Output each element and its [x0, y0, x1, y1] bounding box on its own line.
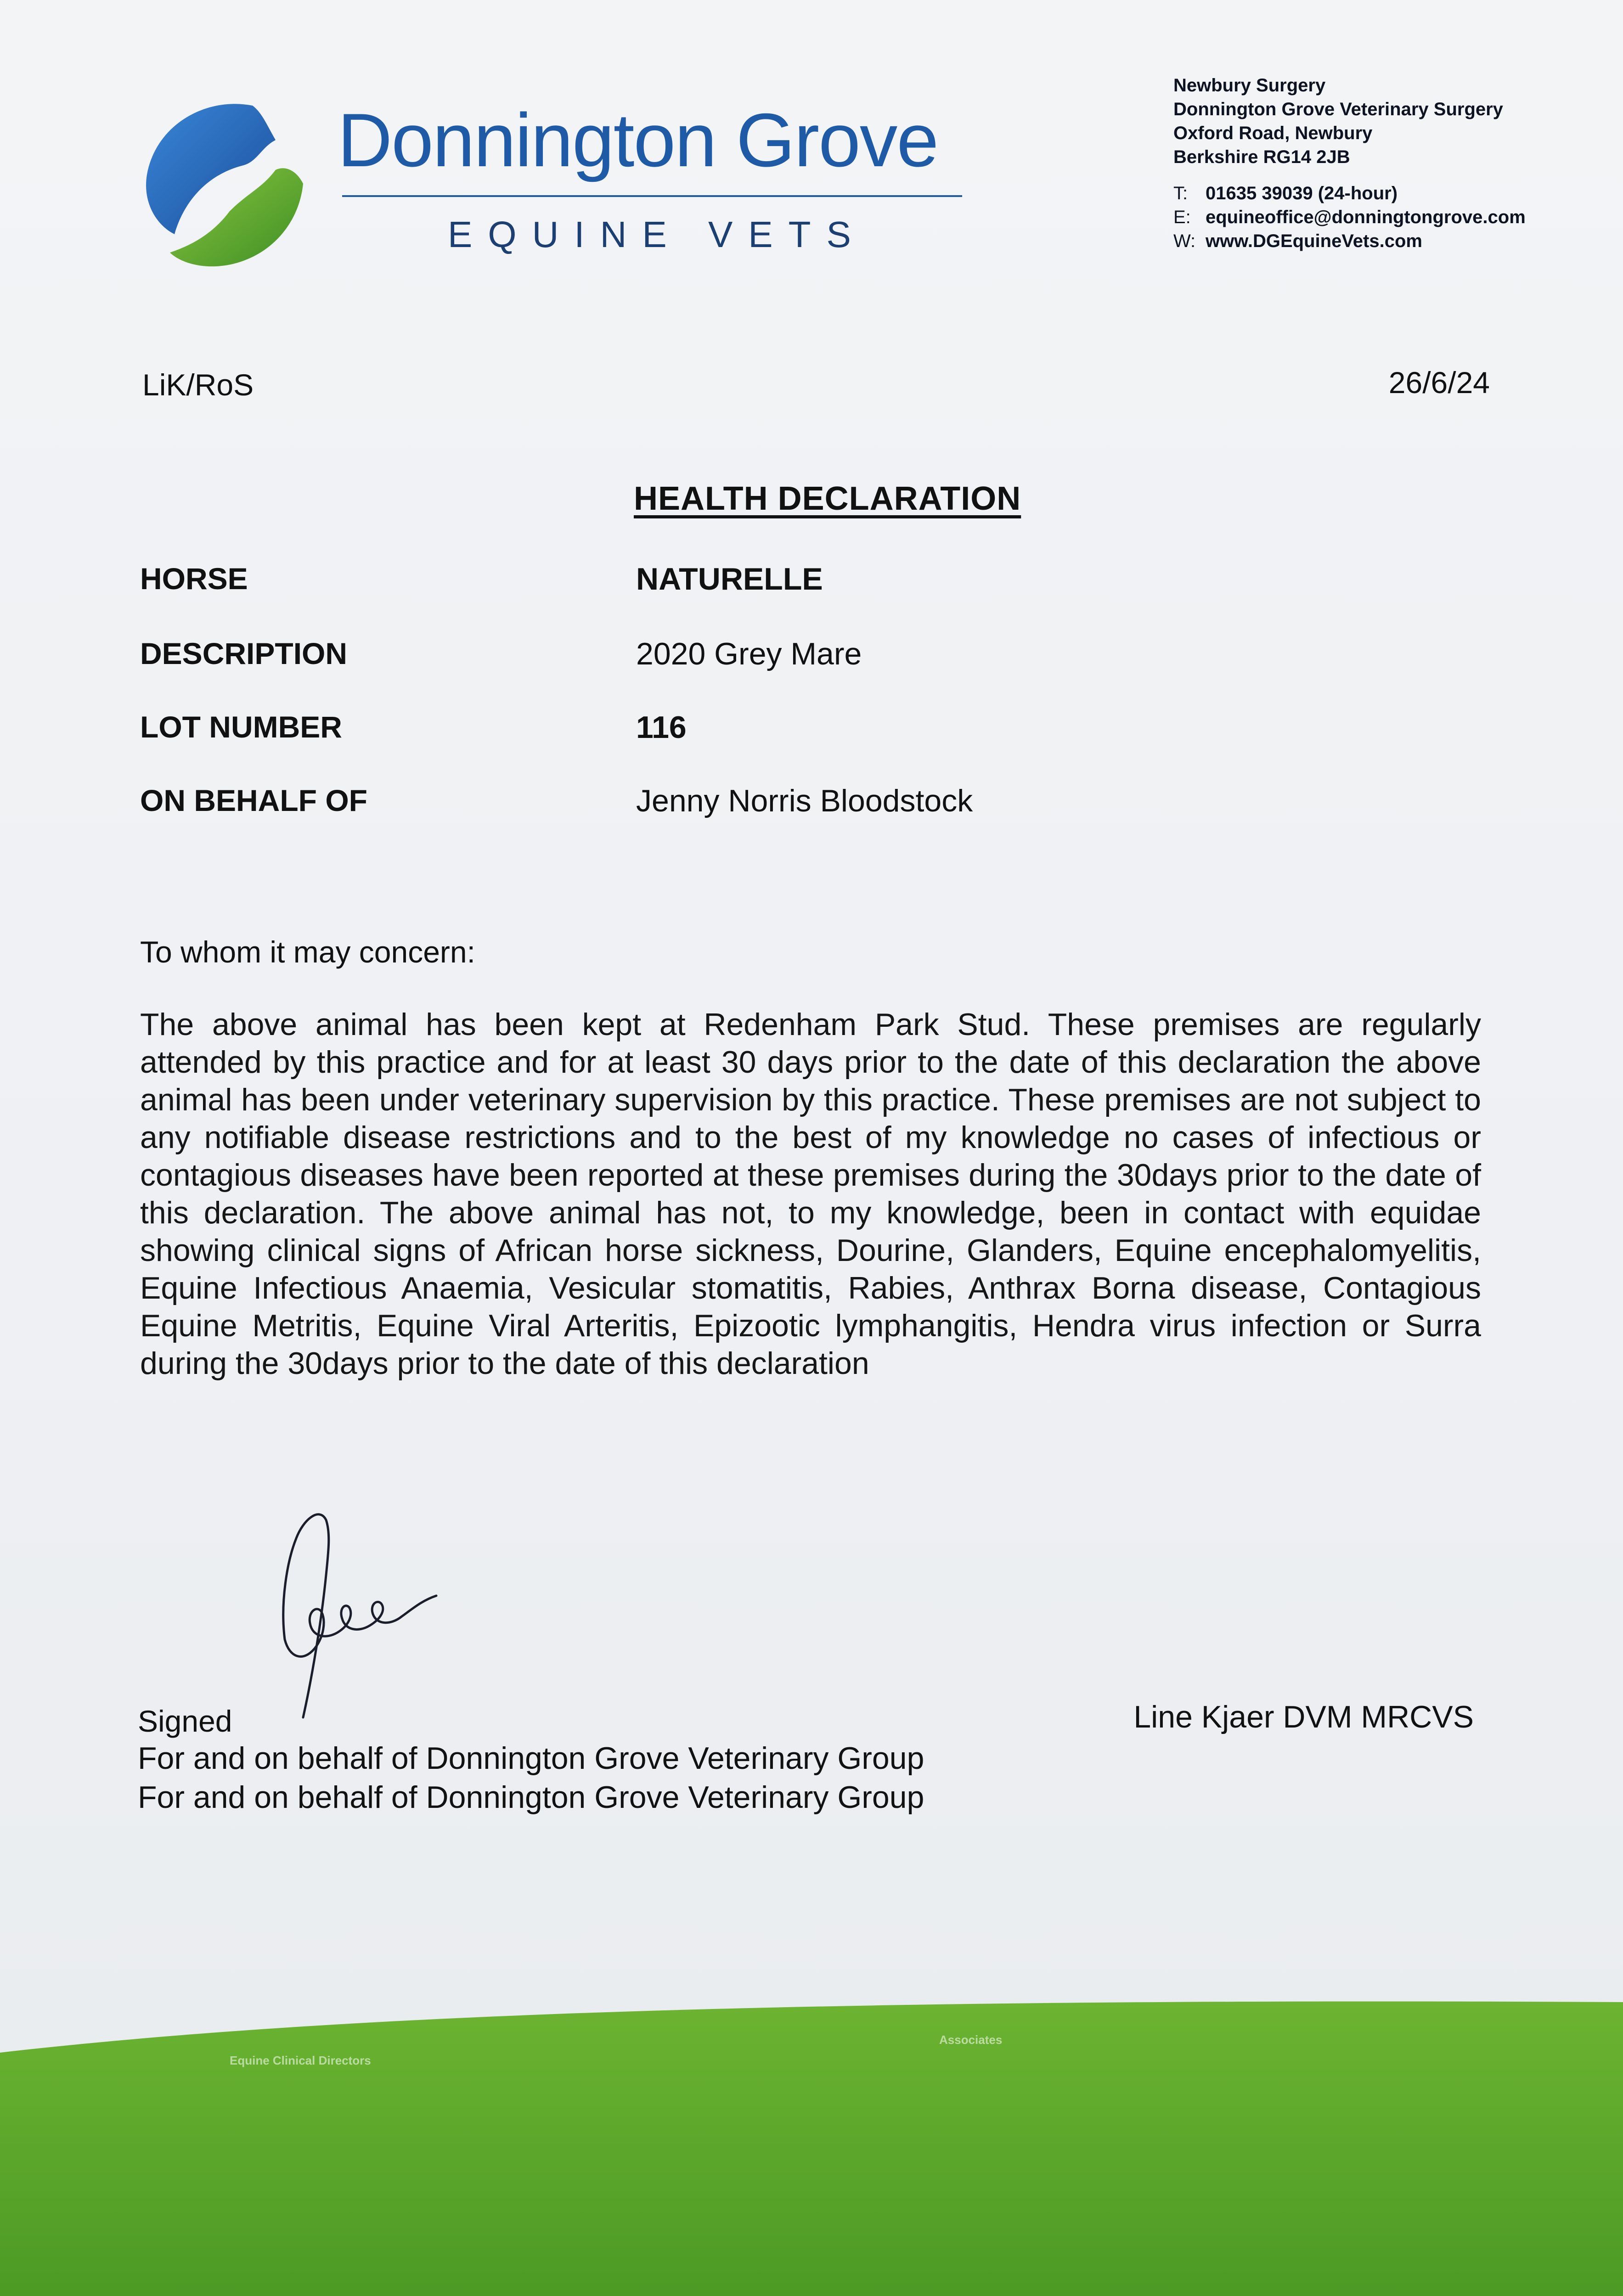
contact-phone: [1173, 181, 1526, 205]
email-address: equineoffice@donningtongrove.com: [1206, 207, 1526, 227]
logo-icon: [138, 96, 312, 271]
contact-key: W:: [1173, 231, 1196, 251]
address-line: Donnington Grove Veterinary Surgery: [1173, 99, 1503, 119]
footer-directors: [230, 2053, 371, 2071]
contact-key: T:: [1173, 183, 1188, 203]
behalf-line: For and on behalf of Donnington Grove Veterinary Group: [138, 1780, 924, 1815]
signer-name: Line Kjaer DVM MRCVS: [1133, 1699, 1474, 1734]
footer-band: [0, 1988, 1623, 2296]
contact-email: [1173, 205, 1526, 229]
field-value: 116: [636, 710, 687, 745]
field-label: LOT NUMBER: [140, 710, 342, 744]
field-description: [140, 636, 1472, 677]
field-label: HORSE: [140, 562, 248, 596]
contact-website: [1173, 229, 1526, 253]
footer-associates: [939, 2032, 1002, 2050]
contact-key: E:: [1173, 207, 1191, 227]
field-horse: [140, 561, 1472, 602]
field-value: Jenny Norris Bloodstock: [636, 783, 973, 818]
brand-tagline: EQUINE VETS: [448, 214, 867, 255]
field-value: NATURELLE: [636, 562, 823, 597]
field-lot-number: [140, 709, 1472, 751]
salutation: To whom it may concern:: [140, 935, 475, 969]
footer-heading: Equine Clinical Directors: [230, 2054, 371, 2067]
document-date: 26/6/24: [1388, 366, 1490, 400]
document-title: HEALTH DECLARATION: [634, 480, 1021, 517]
behalf-line: For and on behalf of Donnington Grove Veterinary Group: [138, 1741, 924, 1776]
brand-divider: [342, 195, 962, 197]
address-line: Oxford Road, Newbury: [1173, 123, 1373, 143]
phone-number: 01635 39039 (24-hour): [1206, 183, 1398, 203]
address-line: Berkshire RG14 2JB: [1173, 147, 1350, 167]
field-label: ON BEHALF OF: [140, 783, 367, 817]
field-value: 2020 Grey Mare: [636, 636, 862, 671]
address-block: [1173, 73, 1503, 169]
field-on-behalf-of: [140, 783, 1472, 824]
footer-heading: Associates: [939, 2033, 1003, 2047]
contact-block: [1173, 181, 1526, 253]
field-label: DESCRIPTION: [140, 636, 348, 670]
signed-label: Signed: [138, 1704, 232, 1738]
reference-code: LiK/RoS: [142, 368, 254, 402]
website-url: www.DGEquineVets.com: [1206, 231, 1422, 251]
signature-mark: [276, 1502, 450, 1731]
declaration-body: The above animal has been kept at Redenham Park Stud. These premises are regularly attended by this practice and for at least 30 days prior to the date of this declaration the above animal has been under veterinary supervision by this practice. These premises are not subject to any notifiable disease restrictions and to the best of my knowledge no cases of infectious or contagious diseases have been reported at these premises during the 30days prior to the date of this declaration. The above animal has not, to my knowledge, been in contact with equidae showing clinical signs of African horse sickness, Dourine, Glanders, Equine encephalomyelitis, Equine Infectious Anaemia, Vesicular stomatitis, Rabies, Anthrax Borna disease, Contagious Equine Metritis, Equine Viral Arteritis, Epizootic lymphangitis, Hendra virus infection or Surra during the 30days prior to the date of this declaration: [140, 1007, 1481, 1381]
address-line: Newbury Surgery: [1173, 75, 1326, 96]
brand-name: Donnington Grove: [338, 98, 938, 182]
